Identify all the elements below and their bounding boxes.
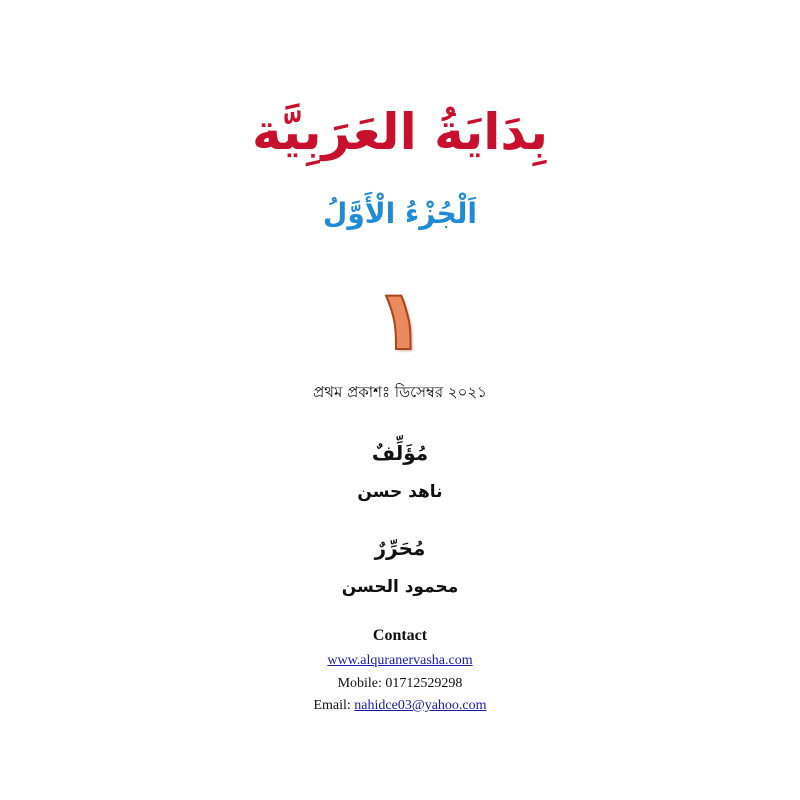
author-name: ناهد حسن xyxy=(357,482,443,502)
mobile-number: 01712529298 xyxy=(385,676,463,691)
mobile-line xyxy=(0,673,800,695)
editor-label: مُحَرِّرٌ xyxy=(374,536,426,560)
website-link[interactable]: www.alquranervasha.com xyxy=(327,653,473,668)
editor-name: محمود الحسن xyxy=(341,577,459,597)
contact-heading: Contact xyxy=(372,627,428,644)
book-title: بِدَايَةُ العَرَبِيَّة xyxy=(251,103,549,161)
mobile-label: Mobile: xyxy=(337,676,382,691)
email-line xyxy=(0,695,800,717)
volume-number: ١ xyxy=(374,271,426,369)
book-subtitle: اَلْجُزْءُ الْأَوَّلُ xyxy=(323,197,477,230)
website-line xyxy=(0,650,800,672)
publication-date: প্রথম প্রকাশঃ ডিসেম্বর ২০২১ xyxy=(313,383,487,401)
author-label: مُؤَلِّفٌ xyxy=(371,441,429,465)
email-link[interactable]: nahidce03@yahoo.com xyxy=(354,698,487,713)
email-label: Email: xyxy=(313,698,351,713)
